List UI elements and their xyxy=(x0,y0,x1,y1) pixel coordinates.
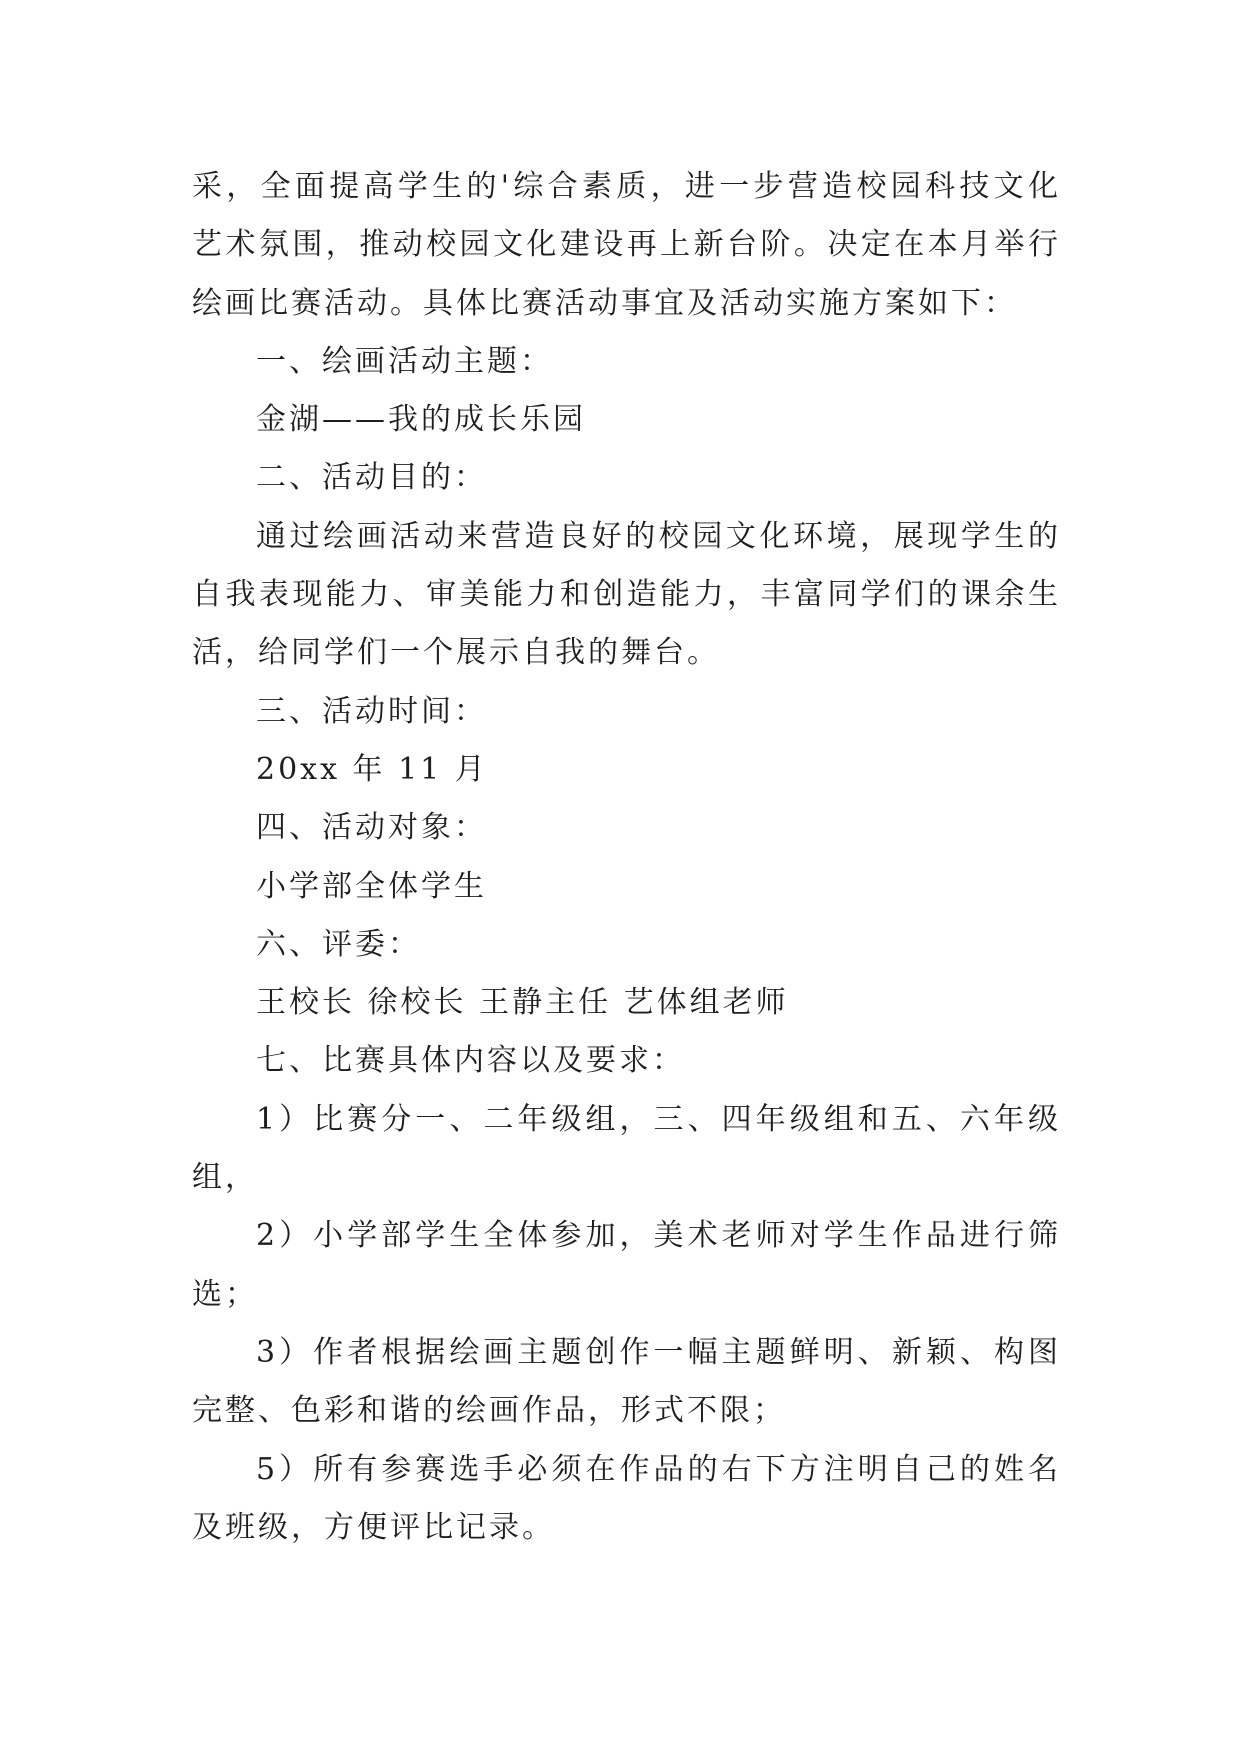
list-item-line: 1）比赛分一、二年级组，三、四年级组和五、六年级 xyxy=(256,1101,1058,1137)
paragraph-line: 采，全面提高学生的'综合素质，进一步营造校园科技文化 xyxy=(192,169,1058,204)
document-body xyxy=(192,158,1058,1557)
paragraph-line: 20xx 年 11 月 xyxy=(256,751,488,787)
paragraph-line: 活，给同学们一个展示自我的舞台。 xyxy=(192,635,720,671)
paragraph-line: 通过绘画活动来营造良好的校园文化环境，展现学生的 xyxy=(256,518,1058,554)
list-item-line: 选； xyxy=(192,1276,258,1312)
list-item-line: 完整、色彩和谐的绘画作品，形式不限； xyxy=(192,1393,786,1429)
list-item-line: 及班级，方便评比记录。 xyxy=(192,1509,555,1545)
section-heading: 四、活动对象： xyxy=(256,810,487,846)
list-item-line: 3）作者根据绘画主题创作一幅主题鲜明、新颖、构图 xyxy=(256,1334,1058,1370)
paragraph-line: 金湖——我的成长乐园 xyxy=(256,402,586,438)
list-item-line: 2）小学部学生全体参加，美术老师对学生作品进行筛 xyxy=(256,1218,1058,1254)
section-heading: 六、评委： xyxy=(256,926,421,962)
paragraph-line: 自我表现能力、审美能力和创造能力，丰富同学们的课余生 xyxy=(192,577,1058,613)
section-heading: 七、比赛具体内容以及要求： xyxy=(256,1043,685,1079)
list-item-line: 5）所有参赛选手必须在作品的右下方注明自己的姓名 xyxy=(256,1451,1058,1487)
section-heading: 二、活动目的： xyxy=(256,460,487,496)
paragraph-line: 小学部全体学生 xyxy=(256,868,487,904)
section-heading: 一、绘画活动主题： xyxy=(256,343,553,379)
paragraph-line: 王校长 徐校长 王静主任 艺体组老师 xyxy=(256,985,789,1021)
list-item-line: 组， xyxy=(192,1160,258,1196)
paragraph-line: 绘画比赛活动。具体比赛活动事宜及活动实施方案如下： xyxy=(192,285,1017,321)
paragraph-line: 艺术氛围，推动校园文化建设再上新台阶。决定在本月举行 xyxy=(192,227,1058,263)
section-heading: 三、活动时间： xyxy=(256,693,487,729)
